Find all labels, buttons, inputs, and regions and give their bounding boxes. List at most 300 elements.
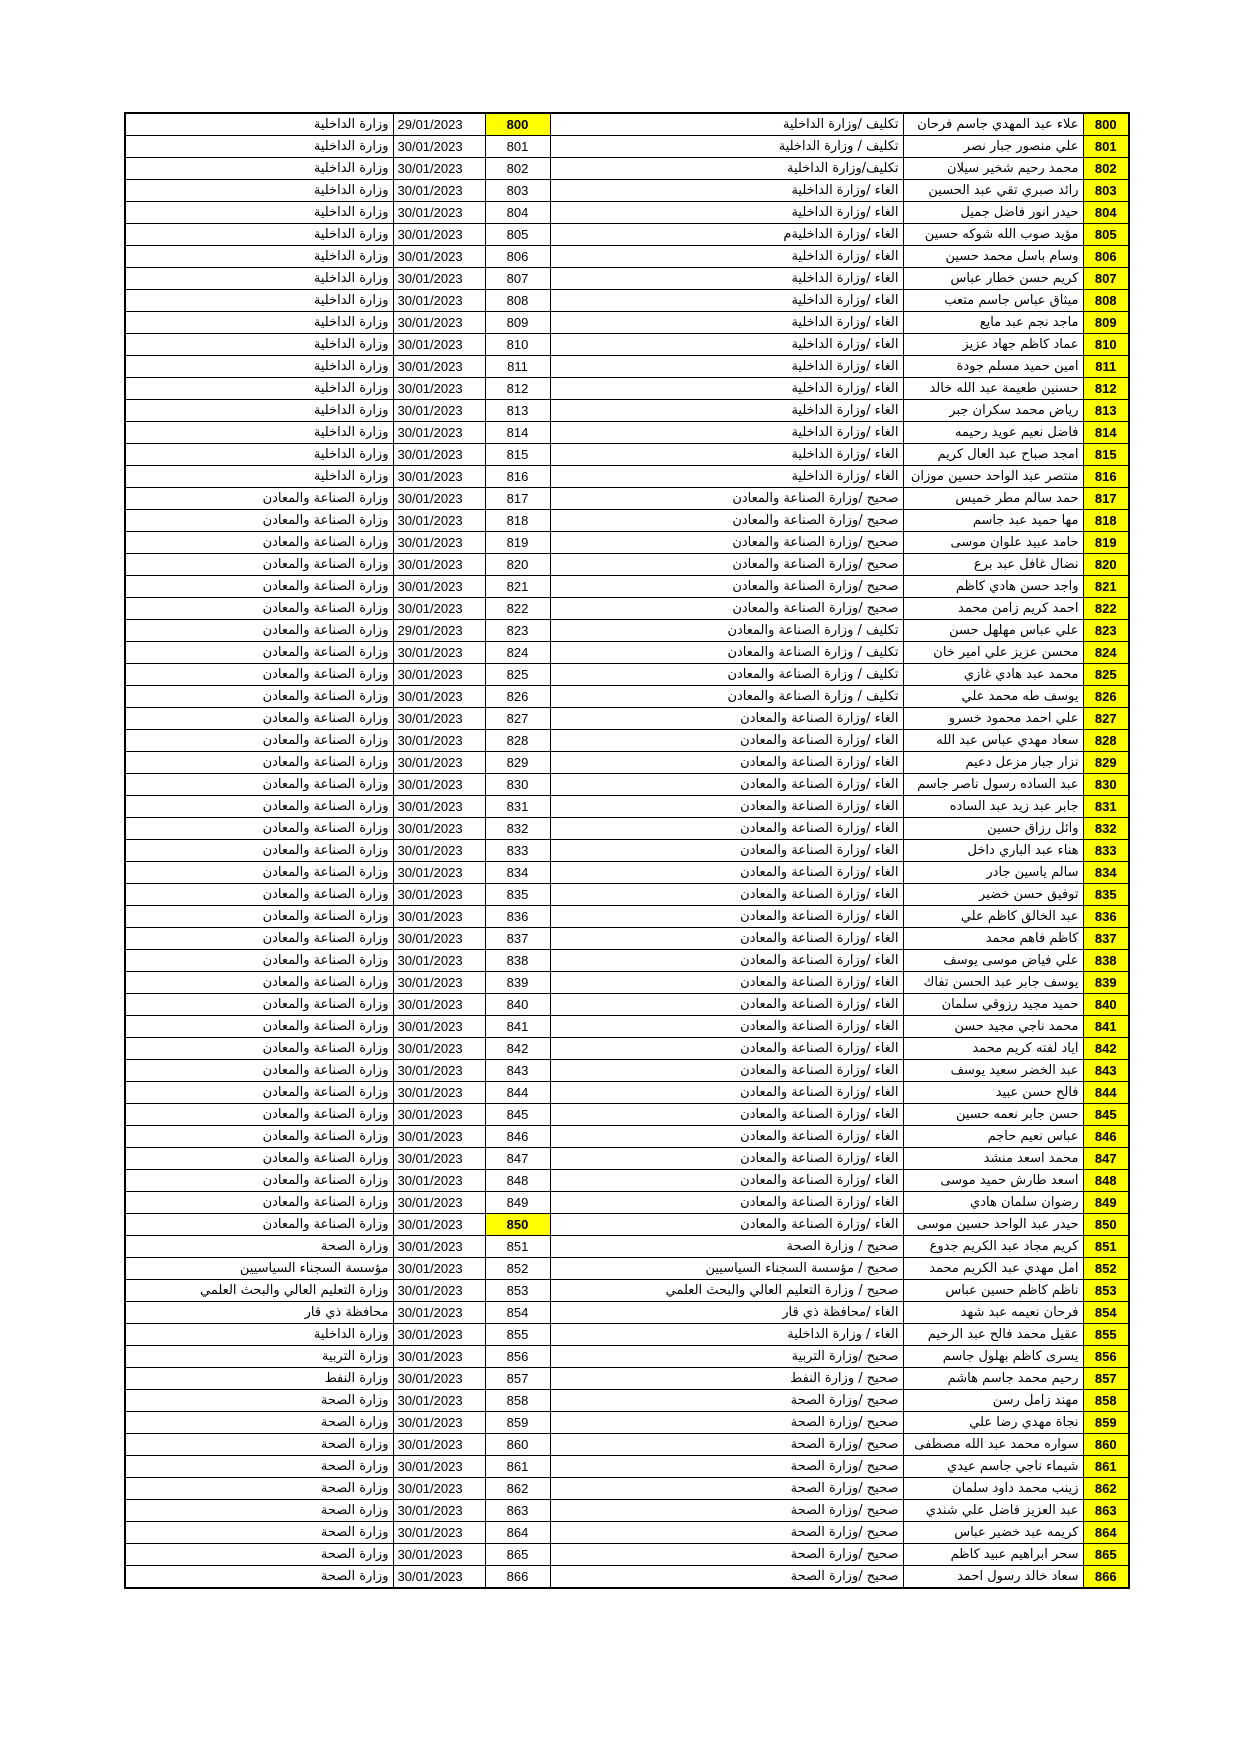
ministry-cell: وزارة الصناعة والمعادن — [125, 906, 393, 928]
ministry-cell: وزارة الداخلية — [125, 246, 393, 268]
date-cell: 30/01/2023 — [393, 400, 485, 422]
date-cell: 30/01/2023 — [393, 1390, 485, 1412]
status-cell: الغاء /وزارة الداخلية — [550, 400, 903, 422]
reference-number-cell: 810 — [485, 334, 550, 356]
table-row — [125, 422, 1129, 444]
reference-number-cell: 837 — [485, 928, 550, 950]
reference-number-cell: 808 — [485, 290, 550, 312]
row-number-cell: 825 — [1083, 664, 1129, 686]
person-name-cell: علي منصور جبار نصر — [903, 136, 1083, 158]
status-cell: الغاء /وزارة الداخلية — [550, 444, 903, 466]
table-row — [125, 818, 1129, 840]
person-name-cell: عقيل محمد فالح عبد الرحيم — [903, 1324, 1083, 1346]
table-row — [125, 576, 1129, 598]
status-cell: صحيح / مؤسسة السجناء السياسيين — [550, 1258, 903, 1280]
person-name-cell: يوسف طه محمد علي — [903, 686, 1083, 708]
row-number-cell: 849 — [1083, 1192, 1129, 1214]
ministry-cell: وزارة الصناعة والمعادن — [125, 488, 393, 510]
date-cell: 30/01/2023 — [393, 598, 485, 620]
status-cell: الغاء /وزارة الصناعة والمعادن — [550, 840, 903, 862]
reference-number-cell: 820 — [485, 554, 550, 576]
reference-number-cell: 860 — [485, 1434, 550, 1456]
person-name-cell: نضال غافل عبد برع — [903, 554, 1083, 576]
row-number-cell: 822 — [1083, 598, 1129, 620]
ministry-cell: وزارة الصناعة والمعادن — [125, 554, 393, 576]
table-row — [125, 246, 1129, 268]
ministry-cell: وزارة الداخلية — [125, 466, 393, 488]
ministry-cell: وزارة الصناعة والمعادن — [125, 818, 393, 840]
person-name-cell: حيدر انور فاضل جميل — [903, 202, 1083, 224]
status-cell: الغاء /وزارة الصناعة والمعادن — [550, 796, 903, 818]
person-name-cell: رحيم محمد جاسم هاشم — [903, 1368, 1083, 1390]
row-number-cell: 863 — [1083, 1500, 1129, 1522]
date-cell: 30/01/2023 — [393, 1346, 485, 1368]
person-name-cell: عبد العزيز فاضل علي شندي — [903, 1500, 1083, 1522]
table-row — [125, 1126, 1129, 1148]
person-name-cell: ميثاق عباس جاسم متعب — [903, 290, 1083, 312]
date-cell: 30/01/2023 — [393, 972, 485, 994]
date-cell: 30/01/2023 — [393, 378, 485, 400]
table-row — [125, 224, 1129, 246]
person-name-cell: يوسف جابر عبد الحسن تفاك — [903, 972, 1083, 994]
person-name-cell: ماجد نجم عبد مايع — [903, 312, 1083, 334]
status-cell: صحيح /وزارة الصحة — [550, 1522, 903, 1544]
status-cell: الغاء /وزارة الصناعة والمعادن — [550, 752, 903, 774]
row-number-cell: 861 — [1083, 1456, 1129, 1478]
person-name-cell: امل مهدي عبد الكريم محمد — [903, 1258, 1083, 1280]
ministry-cell: وزارة التربية — [125, 1346, 393, 1368]
ministry-cell: وزارة الصناعة والمعادن — [125, 1192, 393, 1214]
row-number-cell: 815 — [1083, 444, 1129, 466]
status-cell: صحيح / وزارة التعليم العالي والبحث العلمي — [550, 1280, 903, 1302]
ministry-cell: وزارة الداخلية — [125, 180, 393, 202]
row-number-cell: 843 — [1083, 1060, 1129, 1082]
row-number-cell: 856 — [1083, 1346, 1129, 1368]
status-cell: الغاء /وزارة الداخلية — [550, 290, 903, 312]
table-row — [125, 972, 1129, 994]
person-name-cell: شيماء ناجي جاسم عيدي — [903, 1456, 1083, 1478]
row-number-cell: 852 — [1083, 1258, 1129, 1280]
reference-number-cell: 850 — [485, 1214, 550, 1236]
person-name-cell: حامد عبيد علوان موسى — [903, 532, 1083, 554]
reference-number-cell: 836 — [485, 906, 550, 928]
row-number-cell: 813 — [1083, 400, 1129, 422]
status-cell: الغاء /وزارة الصناعة والمعادن — [550, 1104, 903, 1126]
reference-number-cell: 865 — [485, 1544, 550, 1566]
row-number-cell: 809 — [1083, 312, 1129, 334]
date-cell: 30/01/2023 — [393, 576, 485, 598]
ministry-cell: وزارة الصناعة والمعادن — [125, 928, 393, 950]
date-cell: 30/01/2023 — [393, 774, 485, 796]
table-row — [125, 554, 1129, 576]
ministry-cell: وزارة الصحة — [125, 1500, 393, 1522]
reference-number-cell: 814 — [485, 422, 550, 444]
date-cell: 30/01/2023 — [393, 422, 485, 444]
table-row — [125, 1192, 1129, 1214]
ministry-cell: وزارة الصناعة والمعادن — [125, 620, 393, 642]
table-row — [125, 994, 1129, 1016]
person-name-cell: رياض محمد سكران جبر — [903, 400, 1083, 422]
person-name-cell: هناء عبد الباري داخل — [903, 840, 1083, 862]
ministry-cell: وزارة الصناعة والمعادن — [125, 1148, 393, 1170]
row-number-cell: 834 — [1083, 862, 1129, 884]
row-number-cell: 862 — [1083, 1478, 1129, 1500]
date-cell: 30/01/2023 — [393, 1148, 485, 1170]
reference-number-cell: 834 — [485, 862, 550, 884]
row-number-cell: 853 — [1083, 1280, 1129, 1302]
row-number-cell: 835 — [1083, 884, 1129, 906]
status-cell: صحيح /وزارة الصناعة والمعادن — [550, 554, 903, 576]
date-cell: 30/01/2023 — [393, 1060, 485, 1082]
row-number-cell: 833 — [1083, 840, 1129, 862]
date-cell: 30/01/2023 — [393, 642, 485, 664]
reference-number-cell: 840 — [485, 994, 550, 1016]
ministry-cell: وزارة الصناعة والمعادن — [125, 664, 393, 686]
person-name-cell: واجد حسن هادي كاظم — [903, 576, 1083, 598]
reference-number-cell: 862 — [485, 1478, 550, 1500]
date-cell: 30/01/2023 — [393, 1368, 485, 1390]
row-number-cell: 818 — [1083, 510, 1129, 532]
reference-number-cell: 855 — [485, 1324, 550, 1346]
date-cell: 30/01/2023 — [393, 686, 485, 708]
row-number-cell: 820 — [1083, 554, 1129, 576]
reference-number-cell: 856 — [485, 1346, 550, 1368]
status-cell: صحيح /وزارة الصحة — [550, 1412, 903, 1434]
table-row — [125, 466, 1129, 488]
row-number-cell: 824 — [1083, 642, 1129, 664]
table-row — [125, 312, 1129, 334]
reference-number-cell: 806 — [485, 246, 550, 268]
table-row — [125, 488, 1129, 510]
ministry-cell: وزارة الصناعة والمعادن — [125, 1126, 393, 1148]
ministry-cell: وزارة الداخلية — [125, 1324, 393, 1346]
ministry-cell: وزارة الصحة — [125, 1412, 393, 1434]
ministry-cell: وزارة الصناعة والمعادن — [125, 1038, 393, 1060]
table-row — [125, 1434, 1129, 1456]
table-row — [125, 796, 1129, 818]
person-name-cell: اياد لفته كريم محمد — [903, 1038, 1083, 1060]
row-number-cell: 855 — [1083, 1324, 1129, 1346]
person-name-cell: سعاد مهدي عباس عبد الله — [903, 730, 1083, 752]
row-number-cell: 804 — [1083, 202, 1129, 224]
reference-number-cell: 809 — [485, 312, 550, 334]
status-cell: الغاء /وزارة الصناعة والمعادن — [550, 1038, 903, 1060]
ministry-cell: وزارة الداخلية — [125, 356, 393, 378]
row-number-cell: 810 — [1083, 334, 1129, 356]
reference-number-cell: 835 — [485, 884, 550, 906]
ministry-cell: وزارة الصناعة والمعادن — [125, 752, 393, 774]
reference-number-cell: 817 — [485, 488, 550, 510]
reference-number-cell: 800 — [485, 113, 550, 136]
status-cell: تكليف /وزارة الداخلية — [550, 113, 903, 136]
row-number-cell: 828 — [1083, 730, 1129, 752]
date-cell: 30/01/2023 — [393, 466, 485, 488]
status-cell: تكليف / وزارة الداخلية — [550, 136, 903, 158]
person-name-cell: مها حميد عبد جاسم — [903, 510, 1083, 532]
ministry-cell: وزارة الصناعة والمعادن — [125, 730, 393, 752]
row-number-cell: 800 — [1083, 113, 1129, 136]
table-row — [125, 1478, 1129, 1500]
reference-number-cell: 826 — [485, 686, 550, 708]
date-cell: 30/01/2023 — [393, 1104, 485, 1126]
table-row — [125, 708, 1129, 730]
ministry-cell: وزارة الصناعة والمعادن — [125, 840, 393, 862]
person-name-cell: محمد عبد هادي غازي — [903, 664, 1083, 686]
person-name-cell: امين حميد مسلم جودة — [903, 356, 1083, 378]
person-name-cell: فرحان نعيمه عبد شهد — [903, 1302, 1083, 1324]
reference-number-cell: 853 — [485, 1280, 550, 1302]
status-cell: الغاء /وزارة الصناعة والمعادن — [550, 928, 903, 950]
table-row — [125, 510, 1129, 532]
table-row — [125, 752, 1129, 774]
row-number-cell: 821 — [1083, 576, 1129, 598]
table-row — [125, 1390, 1129, 1412]
table-row — [125, 1566, 1129, 1589]
date-cell: 30/01/2023 — [393, 1236, 485, 1258]
row-number-cell: 866 — [1083, 1566, 1129, 1589]
reference-number-cell: 821 — [485, 576, 550, 598]
date-cell: 30/01/2023 — [393, 994, 485, 1016]
status-cell: تكليف/وزارة الداخلية — [550, 158, 903, 180]
row-number-cell: 811 — [1083, 356, 1129, 378]
status-cell: الغاء /محافظة ذي قار — [550, 1302, 903, 1324]
ministry-cell: وزارة الداخلية — [125, 334, 393, 356]
reference-number-cell: 844 — [485, 1082, 550, 1104]
reference-number-cell: 829 — [485, 752, 550, 774]
table-row — [125, 1104, 1129, 1126]
status-cell: الغاء /وزارة الصناعة والمعادن — [550, 1192, 903, 1214]
date-cell: 30/01/2023 — [393, 312, 485, 334]
person-name-cell: نجاة مهدي رضا علي — [903, 1412, 1083, 1434]
date-cell: 30/01/2023 — [393, 1082, 485, 1104]
table-row — [125, 532, 1129, 554]
ministry-cell: وزارة الداخلية — [125, 136, 393, 158]
ministry-cell: وزارة الصحة — [125, 1544, 393, 1566]
status-cell: الغاء /وزارة الصناعة والمعادن — [550, 1082, 903, 1104]
person-name-cell: وائل رزاق حسين — [903, 818, 1083, 840]
ministry-cell: وزارة الصناعة والمعادن — [125, 994, 393, 1016]
date-cell: 30/01/2023 — [393, 532, 485, 554]
date-cell: 30/01/2023 — [393, 1016, 485, 1038]
ministry-cell: وزارة الصناعة والمعادن — [125, 950, 393, 972]
row-number-cell: 817 — [1083, 488, 1129, 510]
status-cell: الغاء /وزارة الصناعة والمعادن — [550, 818, 903, 840]
person-name-cell: حسنين طعيمة عبد الله خالد — [903, 378, 1083, 400]
person-name-cell: منتصر عبد الواحد حسين موزان — [903, 466, 1083, 488]
status-cell: الغاء /وزارة الصناعة والمعادن — [550, 862, 903, 884]
ministry-cell: مؤسسة السجناء السياسيين — [125, 1258, 393, 1280]
table-row — [125, 1082, 1129, 1104]
reference-number-cell: 830 — [485, 774, 550, 796]
person-name-cell: محسن عزيز علي امير خان — [903, 642, 1083, 664]
table-row — [125, 1148, 1129, 1170]
reference-number-cell: 831 — [485, 796, 550, 818]
table-row — [125, 642, 1129, 664]
person-name-cell: محمد اسعد منشد — [903, 1148, 1083, 1170]
person-name-cell: مؤيد صوب الله شوكه حسين — [903, 224, 1083, 246]
ministry-cell: وزارة الداخلية — [125, 378, 393, 400]
reference-number-cell: 819 — [485, 532, 550, 554]
date-cell: 30/01/2023 — [393, 1434, 485, 1456]
status-cell: الغاء /وزارة الداخلية — [550, 356, 903, 378]
table-row — [125, 1346, 1129, 1368]
ministry-cell: وزارة الصحة — [125, 1236, 393, 1258]
date-cell: 30/01/2023 — [393, 1324, 485, 1346]
date-cell: 30/01/2023 — [393, 1258, 485, 1280]
row-number-cell: 816 — [1083, 466, 1129, 488]
ministry-cell: وزارة الداخلية — [125, 113, 393, 136]
row-number-cell: 819 — [1083, 532, 1129, 554]
person-name-cell: علي عباس مهلهل حسن — [903, 620, 1083, 642]
status-cell: الغاء / وزارة الداخلية — [550, 1324, 903, 1346]
ministry-cell: وزارة الصناعة والمعادن — [125, 532, 393, 554]
reference-number-cell: 859 — [485, 1412, 550, 1434]
row-number-cell: 805 — [1083, 224, 1129, 246]
ministry-cell: وزارة الصحة — [125, 1456, 393, 1478]
date-cell: 30/01/2023 — [393, 1214, 485, 1236]
status-cell: الغاء /وزارة الصناعة والمعادن — [550, 972, 903, 994]
date-cell: 30/01/2023 — [393, 862, 485, 884]
ministry-cell: وزارة الصناعة والمعادن — [125, 774, 393, 796]
date-cell: 30/01/2023 — [393, 796, 485, 818]
reference-number-cell: 864 — [485, 1522, 550, 1544]
reference-number-cell: 847 — [485, 1148, 550, 1170]
reference-number-cell: 863 — [485, 1500, 550, 1522]
reference-number-cell: 843 — [485, 1060, 550, 1082]
status-cell: صحيح /وزارة الصحة — [550, 1478, 903, 1500]
status-cell: الغاء /وزارة الصناعة والمعادن — [550, 1214, 903, 1236]
person-name-cell: مهند زامل رسن — [903, 1390, 1083, 1412]
ministry-cell: وزارة الداخلية — [125, 400, 393, 422]
row-number-cell: 846 — [1083, 1126, 1129, 1148]
date-cell: 29/01/2023 — [393, 620, 485, 642]
row-number-cell: 842 — [1083, 1038, 1129, 1060]
date-cell: 30/01/2023 — [393, 1170, 485, 1192]
date-cell: 30/01/2023 — [393, 1478, 485, 1500]
date-cell: 30/01/2023 — [393, 510, 485, 532]
ministry-cell: وزارة الصناعة والمعادن — [125, 598, 393, 620]
date-cell: 30/01/2023 — [393, 356, 485, 378]
status-cell: صحيح /وزارة الصحة — [550, 1566, 903, 1589]
table-row — [125, 1302, 1129, 1324]
status-cell: الغاء /وزارة الصناعة والمعادن — [550, 774, 903, 796]
ministry-cell: وزارة الداخلية — [125, 422, 393, 444]
reference-number-cell: 802 — [485, 158, 550, 180]
date-cell: 30/01/2023 — [393, 818, 485, 840]
person-name-cell: حسن جابر نعمه حسين — [903, 1104, 1083, 1126]
reference-number-cell: 812 — [485, 378, 550, 400]
ministry-cell: وزارة الصناعة والمعادن — [125, 642, 393, 664]
status-cell: صحيح /وزارة الصحة — [550, 1456, 903, 1478]
ministry-cell: وزارة الداخلية — [125, 290, 393, 312]
reference-number-cell: 846 — [485, 1126, 550, 1148]
row-number-cell: 812 — [1083, 378, 1129, 400]
person-name-cell: سواره محمد عبد الله مصطفى — [903, 1434, 1083, 1456]
table-row — [125, 1280, 1129, 1302]
ministry-cell: وزارة الصناعة والمعادن — [125, 576, 393, 598]
table-row — [125, 774, 1129, 796]
table-row — [125, 158, 1129, 180]
reference-number-cell: 813 — [485, 400, 550, 422]
reference-number-cell: 827 — [485, 708, 550, 730]
row-number-cell: 854 — [1083, 1302, 1129, 1324]
date-cell: 30/01/2023 — [393, 928, 485, 950]
person-name-cell: وسام باسل محمد حسين — [903, 246, 1083, 268]
table-row — [125, 400, 1129, 422]
reference-number-cell: 807 — [485, 268, 550, 290]
table-row — [125, 686, 1129, 708]
table-row — [125, 620, 1129, 642]
reference-number-cell: 842 — [485, 1038, 550, 1060]
row-number-cell: 840 — [1083, 994, 1129, 1016]
reference-number-cell: 804 — [485, 202, 550, 224]
reference-number-cell: 852 — [485, 1258, 550, 1280]
reference-number-cell: 832 — [485, 818, 550, 840]
date-cell: 30/01/2023 — [393, 202, 485, 224]
ministry-cell: وزارة الداخلية — [125, 312, 393, 334]
person-name-cell: سحر ابراهيم عبيد كاظم — [903, 1544, 1083, 1566]
person-name-cell: يسرى كاظم بهلول جاسم — [903, 1346, 1083, 1368]
status-cell: صحيح /وزارة الصحة — [550, 1390, 903, 1412]
table-row — [125, 444, 1129, 466]
ministry-cell: وزارة التعليم العالي والبحث العلمي — [125, 1280, 393, 1302]
row-number-cell: 845 — [1083, 1104, 1129, 1126]
ministry-cell: وزارة الصناعة والمعادن — [125, 1104, 393, 1126]
records-table — [124, 112, 1130, 1589]
row-number-cell: 807 — [1083, 268, 1129, 290]
status-cell: الغاء /وزارة الصناعة والمعادن — [550, 906, 903, 928]
person-name-cell: فالح حسن عبيد — [903, 1082, 1083, 1104]
date-cell: 30/01/2023 — [393, 884, 485, 906]
ministry-cell: وزارة الصناعة والمعادن — [125, 686, 393, 708]
ministry-cell: وزارة الداخلية — [125, 224, 393, 246]
reference-number-cell: 818 — [485, 510, 550, 532]
table-row — [125, 268, 1129, 290]
ministry-cell: وزارة الصحة — [125, 1390, 393, 1412]
status-cell: الغاء /وزارة الداخلية — [550, 466, 903, 488]
row-number-cell: 841 — [1083, 1016, 1129, 1038]
status-cell: تكليف / وزارة الصناعة والمعادن — [550, 642, 903, 664]
table-row — [125, 202, 1129, 224]
ministry-cell: وزارة الصناعة والمعادن — [125, 884, 393, 906]
date-cell: 30/01/2023 — [393, 246, 485, 268]
date-cell: 30/01/2023 — [393, 180, 485, 202]
ministry-cell: وزارة النفط — [125, 1368, 393, 1390]
reference-number-cell: 825 — [485, 664, 550, 686]
reference-number-cell: 866 — [485, 1566, 550, 1589]
person-name-cell: حيدر عبد الواحد حسين موسى — [903, 1214, 1083, 1236]
person-name-cell: حمد سالم مطر خميس — [903, 488, 1083, 510]
date-cell: 30/01/2023 — [393, 1522, 485, 1544]
row-number-cell: 837 — [1083, 928, 1129, 950]
status-cell: الغاء /وزارة الداخلية — [550, 246, 903, 268]
table-row — [125, 884, 1129, 906]
table-row — [125, 356, 1129, 378]
status-cell: صحيح /وزارة التربية — [550, 1346, 903, 1368]
table-row — [125, 1522, 1129, 1544]
table-row — [125, 1214, 1129, 1236]
status-cell: الغاء /وزارة الداخلية — [550, 334, 903, 356]
ministry-cell: وزارة الصناعة والمعادن — [125, 1082, 393, 1104]
row-number-cell: 851 — [1083, 1236, 1129, 1258]
person-name-cell: امجد صباح عبد العال كريم — [903, 444, 1083, 466]
row-number-cell: 859 — [1083, 1412, 1129, 1434]
row-number-cell: 830 — [1083, 774, 1129, 796]
table-row — [125, 950, 1129, 972]
row-number-cell: 864 — [1083, 1522, 1129, 1544]
date-cell: 30/01/2023 — [393, 1566, 485, 1589]
row-number-cell: 850 — [1083, 1214, 1129, 1236]
